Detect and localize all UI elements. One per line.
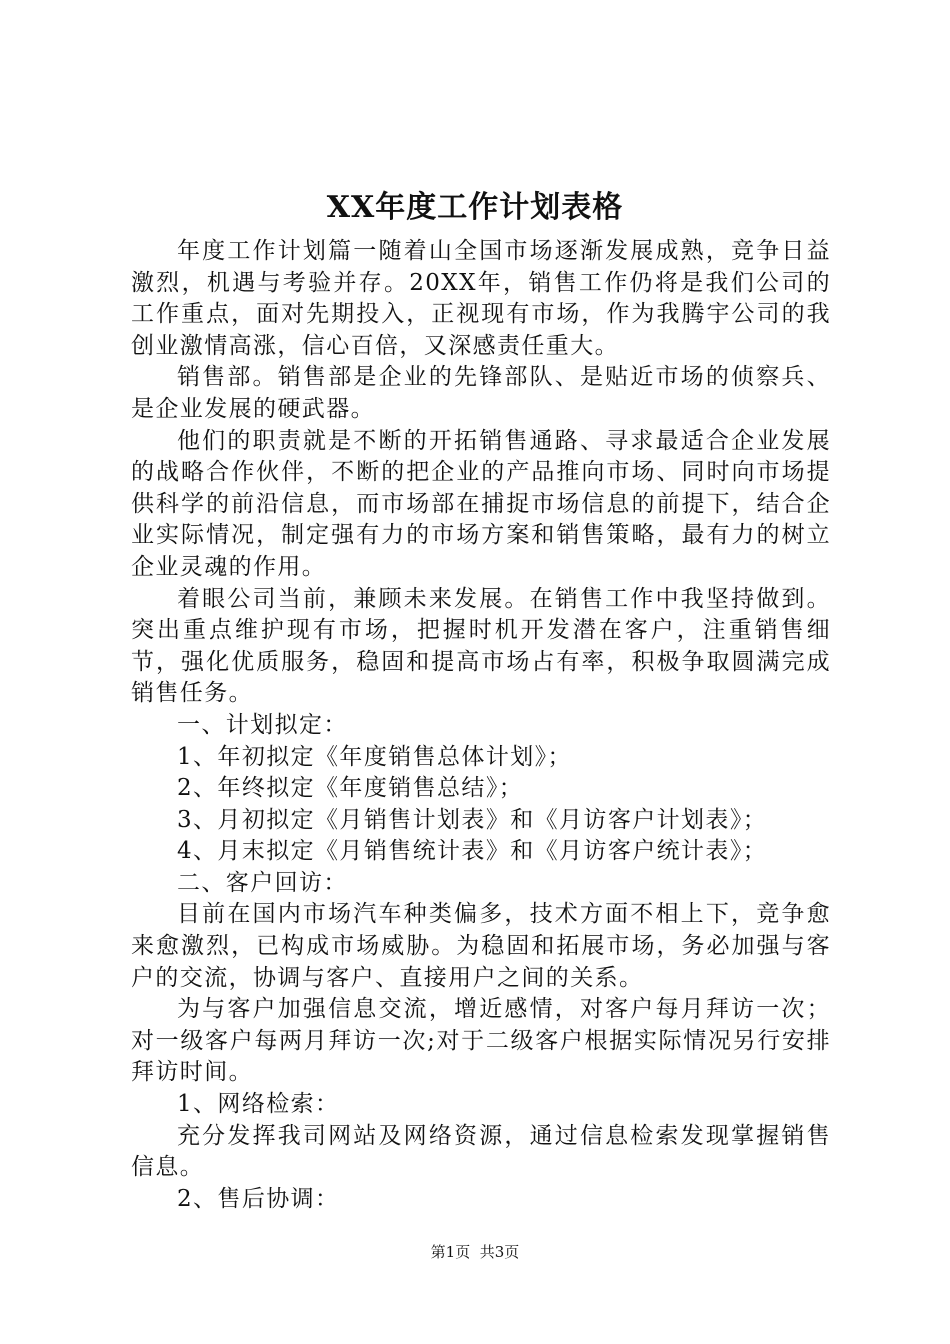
list-item: 1、年初拟定《年度销售总体计划》； <box>177 743 572 770</box>
list-item: 3、月初拟定《月销售计划表》和《月访客户计划表》； <box>177 806 768 833</box>
paragraph: 为与客户加强信息交流，增近感情，对客户每月拜访一次；对一级客户每两月拜访一次;对于二级客户根据实际情况另行安排拜访时间。 <box>131 996 831 1086</box>
document-title: XX年度工作计划表格 <box>326 190 624 225</box>
page-total: 共3页 <box>479 1243 520 1261</box>
subsection-heading: 2、售后协调： <box>177 1185 340 1212</box>
paragraph: 年度工作计划篇一随着山全国市场逐渐发展成熟，竞争日益激烈，机遇与考验并存。20XX年，销售工作仍将是我们公司的工作重点，面对先期投入，正视现有市场，作为我腾宇公司的我创业激情高涨，信心百倍，又深感责任重大。 <box>131 238 831 359</box>
list-item: 2、年终拟定《年度销售总结》； <box>177 775 524 802</box>
paragraph: 目前在国内市场汽车种类偏多，技术方面不相上下，竞争愈来愈激烈，已构成市场威胁。为稳固和拓展市场，务必加强与客户的交流，协调与客户、直接用户之间的关系。 <box>131 901 831 991</box>
footer-spacer <box>470 1243 480 1261</box>
page-footer <box>0 1241 950 1263</box>
section-heading: 一、计划拟定： <box>177 711 348 738</box>
subsection-heading: 1、网络检索： <box>177 1091 340 1118</box>
list-item: 4、月末拟定《月销售统计表》和《月访客户统计表》； <box>177 838 768 865</box>
paragraph: 他们的职责就是不断的开拓销售通路、寻求最适合企业发展的战略合作伙伴，不断的把企业的产品推向市场、同时向市场提供科学的前沿信息，而市场部在捕捉市场信息的前提下，结合企业实际情况，制定强有力的市场方案和销售策略，最有力的树立企业灵魂的作用。 <box>131 427 831 580</box>
paragraph: 销售部。销售部是企业的先锋部队、是贴近市场的侦察兵、是企业发展的硬武器。 <box>131 364 831 422</box>
page-number: 第1页 <box>430 1243 471 1261</box>
document-body <box>131 236 831 1215</box>
paragraph: 着眼公司当前，兼顾未来发展。在销售工作中我坚持做到。突出重点维护现有市场，把握时机开发潜在客户，注重销售细节，强化优质服务，稳固和提高市场占有率，积极争取圆满完成销售任务。 <box>131 585 831 707</box>
section-heading: 二、客户回访： <box>177 869 348 896</box>
paragraph: 充分发挥我司网站及网络资源，通过信息检索发现掌握销售信息。 <box>131 1122 831 1181</box>
